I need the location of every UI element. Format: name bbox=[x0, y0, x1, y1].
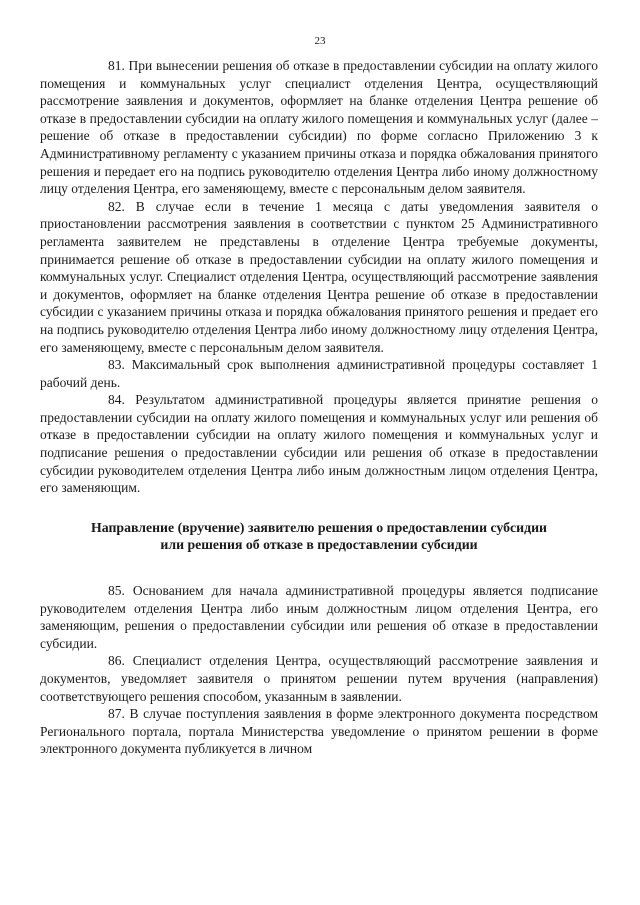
document-body bbox=[40, 57, 598, 758]
page-number: 23 bbox=[314, 35, 326, 47]
paragraph-82: 82. В случае если в течение 1 месяца с даты уведомления заявителя о приостановлении рассмотрения заявления в соответствии с пунктом 25 Административного регламента заявителем не представлены в отделение Центра требуемые документы, принимается решение об отказе в предоставлении субсидии на оплату жилого помещения и коммунальных услуг. Специалист отделения Центра, осуществляющий рассмотрение заявления и документов, оформляет на бланке отделения Центра решение об отказе в предоставлении субсидии с указанием причины отказа и порядка обжалования принятого решения и предает его на подпись руководителю отделения Центра либо иному должностному лицу отделения Центра, его заменяющему, вместе с персональным делом заявителя. bbox=[40, 198, 598, 355]
paragraph-81: 81. При вынесении решения об отказе в предоставлении субсидии на оплату жилого помещения и коммунальных услуг специалист отделения Центра, осуществляющий рассмотрение заявления и документов, оформляет на бланке отделения Центра решение об отказе в предоставлении субсидии на оплату жилого помещения и коммунальных услуг (далее – решение об отказе в предоставлении субсидии) по форме согласно Приложению 3 к Административному регламенту с указанием причины отказа и порядка обжалования принятого решения и передает его на подпись руководителю отделения Центра либо иному должностному лицу отделения Центра, его заменяющему, вместе с персональным делом заявителя. bbox=[40, 58, 598, 197]
paragraph-83: 83. Максимальный срок выполнения административной процедуры составляет 1 рабочий день. bbox=[40, 357, 598, 390]
paragraph-87: 87. В случае поступления заявления в форме электронного документа посредством Регионального портала, портала Министерства уведомление о принятом решении в форме электронного документа публикуется в личном bbox=[40, 706, 598, 757]
paragraph-85: 85. Основанием для начала административной процедуры является подписание руководителем отделения Центра либо иным должностным лицом отделения Центра, его заменяющим, решения о предоставлении субсидии или решения об отказе в предоставлении субсидии. bbox=[40, 583, 598, 651]
paragraph-86: 86. Специалист отделения Центра, осуществляющий рассмотрение заявления и документов, уведомляет заявителя о принятом решении путем вручения (направления) соответствующего решения способом, указанным в заявлении. bbox=[40, 653, 598, 704]
section-heading-line-1: Направление (вручение) заявителю решения о предоставлении субсидии bbox=[91, 519, 547, 535]
section-heading-line-2: или решения об отказе в предоставлении субсидии bbox=[160, 537, 478, 553]
section-heading bbox=[40, 519, 598, 554]
paragraph-84: 84. Результатом административной процедуры является принятие решения о предоставлении субсидии на оплату жилого помещения и коммунальных услуг или решения об отказе в предоставлении субсидии на оплату жилого помещения и коммунальных услуг и подписание решения о предоставлении субсидии или решения об отказе в предоставлении субсидии руководителем отделения Центра либо иным должностным лицом отделения Центра, его заменяющим. bbox=[40, 392, 598, 496]
